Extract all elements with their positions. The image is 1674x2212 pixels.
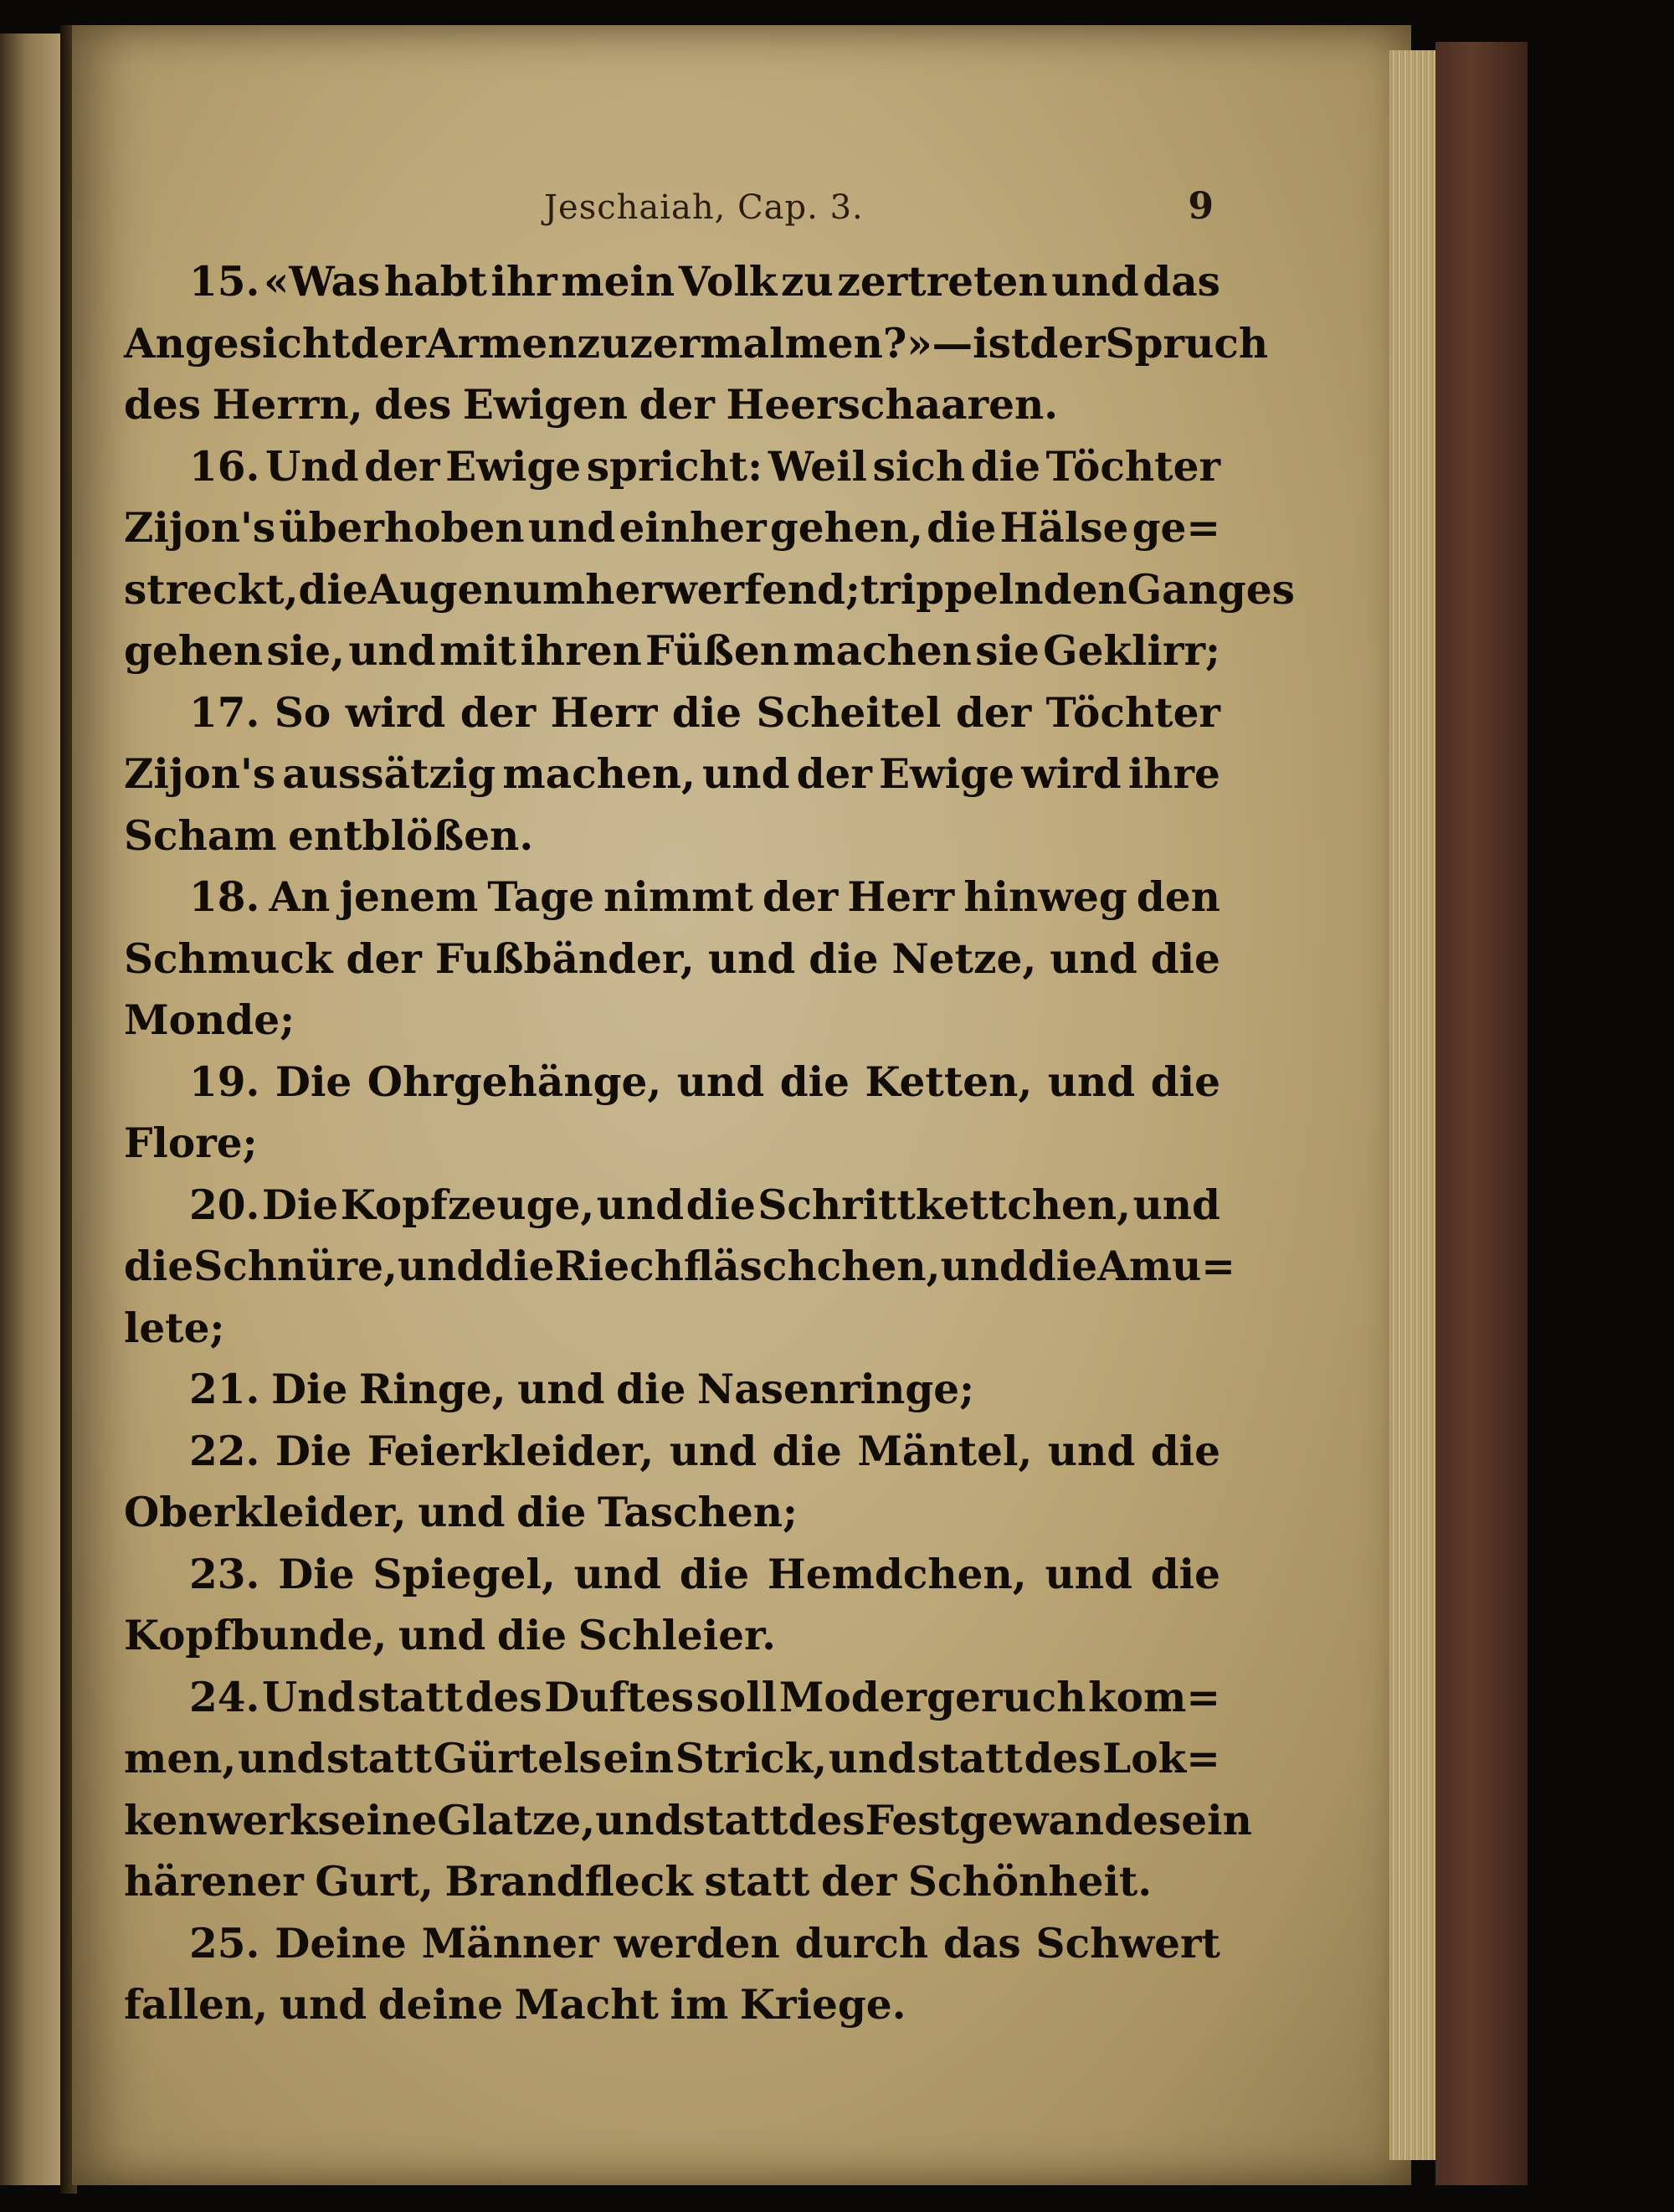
left-page-edge <box>0 33 67 2185</box>
text-line: 16. Und der Ewige spricht: Weil sich die Töchter <box>189 442 1220 491</box>
text-line: Kopfbunde, und die Schleier. <box>124 1612 777 1659</box>
text-line: Angesicht der Armen zu zermalmen?» — ist der Spruch <box>124 319 1269 368</box>
text-line: Flore; <box>124 1119 258 1167</box>
text-line: men, und statt Gürtels ein Strick, und statt des Lok= <box>124 1735 1220 1782</box>
text-line: kenwerks eine Glatze, und statt des Festgewandes ein <box>124 1796 1252 1844</box>
text-line: 20. Die Kopfzeuge, und die Schrittkettchen, und <box>189 1181 1220 1229</box>
page-header <box>126 185 1214 239</box>
book-cover-edge <box>1435 42 1528 2185</box>
text-line: 21. Die Ringe, und die Nasenringe; <box>189 1366 975 1413</box>
text-line: streckt, die Augen umherwerfend; trippelnden Ganges <box>124 565 1295 614</box>
text-line: 25. Deine Männer werden durch das Schwert <box>189 1919 1220 1968</box>
text-line: 18. An jenem Tage nimmt der Herr hinweg den <box>189 873 1220 921</box>
text-line: lete; <box>124 1304 225 1352</box>
text-line: 22. Die Feierkleider, und die Mäntel, und die <box>189 1427 1220 1475</box>
text-line: härener Gurt, Brandfleck statt der Schönheit. <box>124 1858 1153 1906</box>
text-line: 24. Und statt des Duftes soll Modergeruch kom= <box>189 1673 1220 1721</box>
text-line: Oberkleider, und die Taschen; <box>124 1489 798 1536</box>
text-line: Scham entblößen. <box>124 811 534 860</box>
text-line: Schmuck der Fußbänder, und die Netze, und die <box>124 934 1220 983</box>
text-line: 23. Die Spiegel, und die Hemdchen, und die <box>189 1550 1220 1598</box>
running-head: Jeschaiah, Cap. 3. <box>544 188 864 227</box>
page-number: 9 <box>1188 185 1214 228</box>
body-text <box>124 251 1295 2036</box>
text-line: Zijon's überhoben und einher gehen, die Hälse ge= <box>124 504 1220 552</box>
text-line: Zijon's aussätzig machen, und der Ewige wird ihre <box>124 750 1220 798</box>
text-line: 15. «Was habt ihr mein Volk zu zertreten und das <box>189 258 1220 306</box>
page-edges <box>1389 50 1440 2160</box>
text-line: 19. Die Ohrgehänge, und die Ketten, und die <box>189 1057 1220 1106</box>
text-line: fallen, und deine Macht im Kriege. <box>124 1981 906 2029</box>
text-line: Monde; <box>124 996 295 1044</box>
text-line: gehen sie, und mit ihren Füßen machen sie Geklirr; <box>124 627 1220 675</box>
text-line: 17. So wird der Herr die Scheitel der Töchter <box>189 688 1220 737</box>
text-line: des Herrn, des Ewigen der Heerschaaren. <box>124 381 1059 429</box>
text-line: die Schnüre, und die Riechfläschchen, und die Amu= <box>124 1242 1235 1290</box>
